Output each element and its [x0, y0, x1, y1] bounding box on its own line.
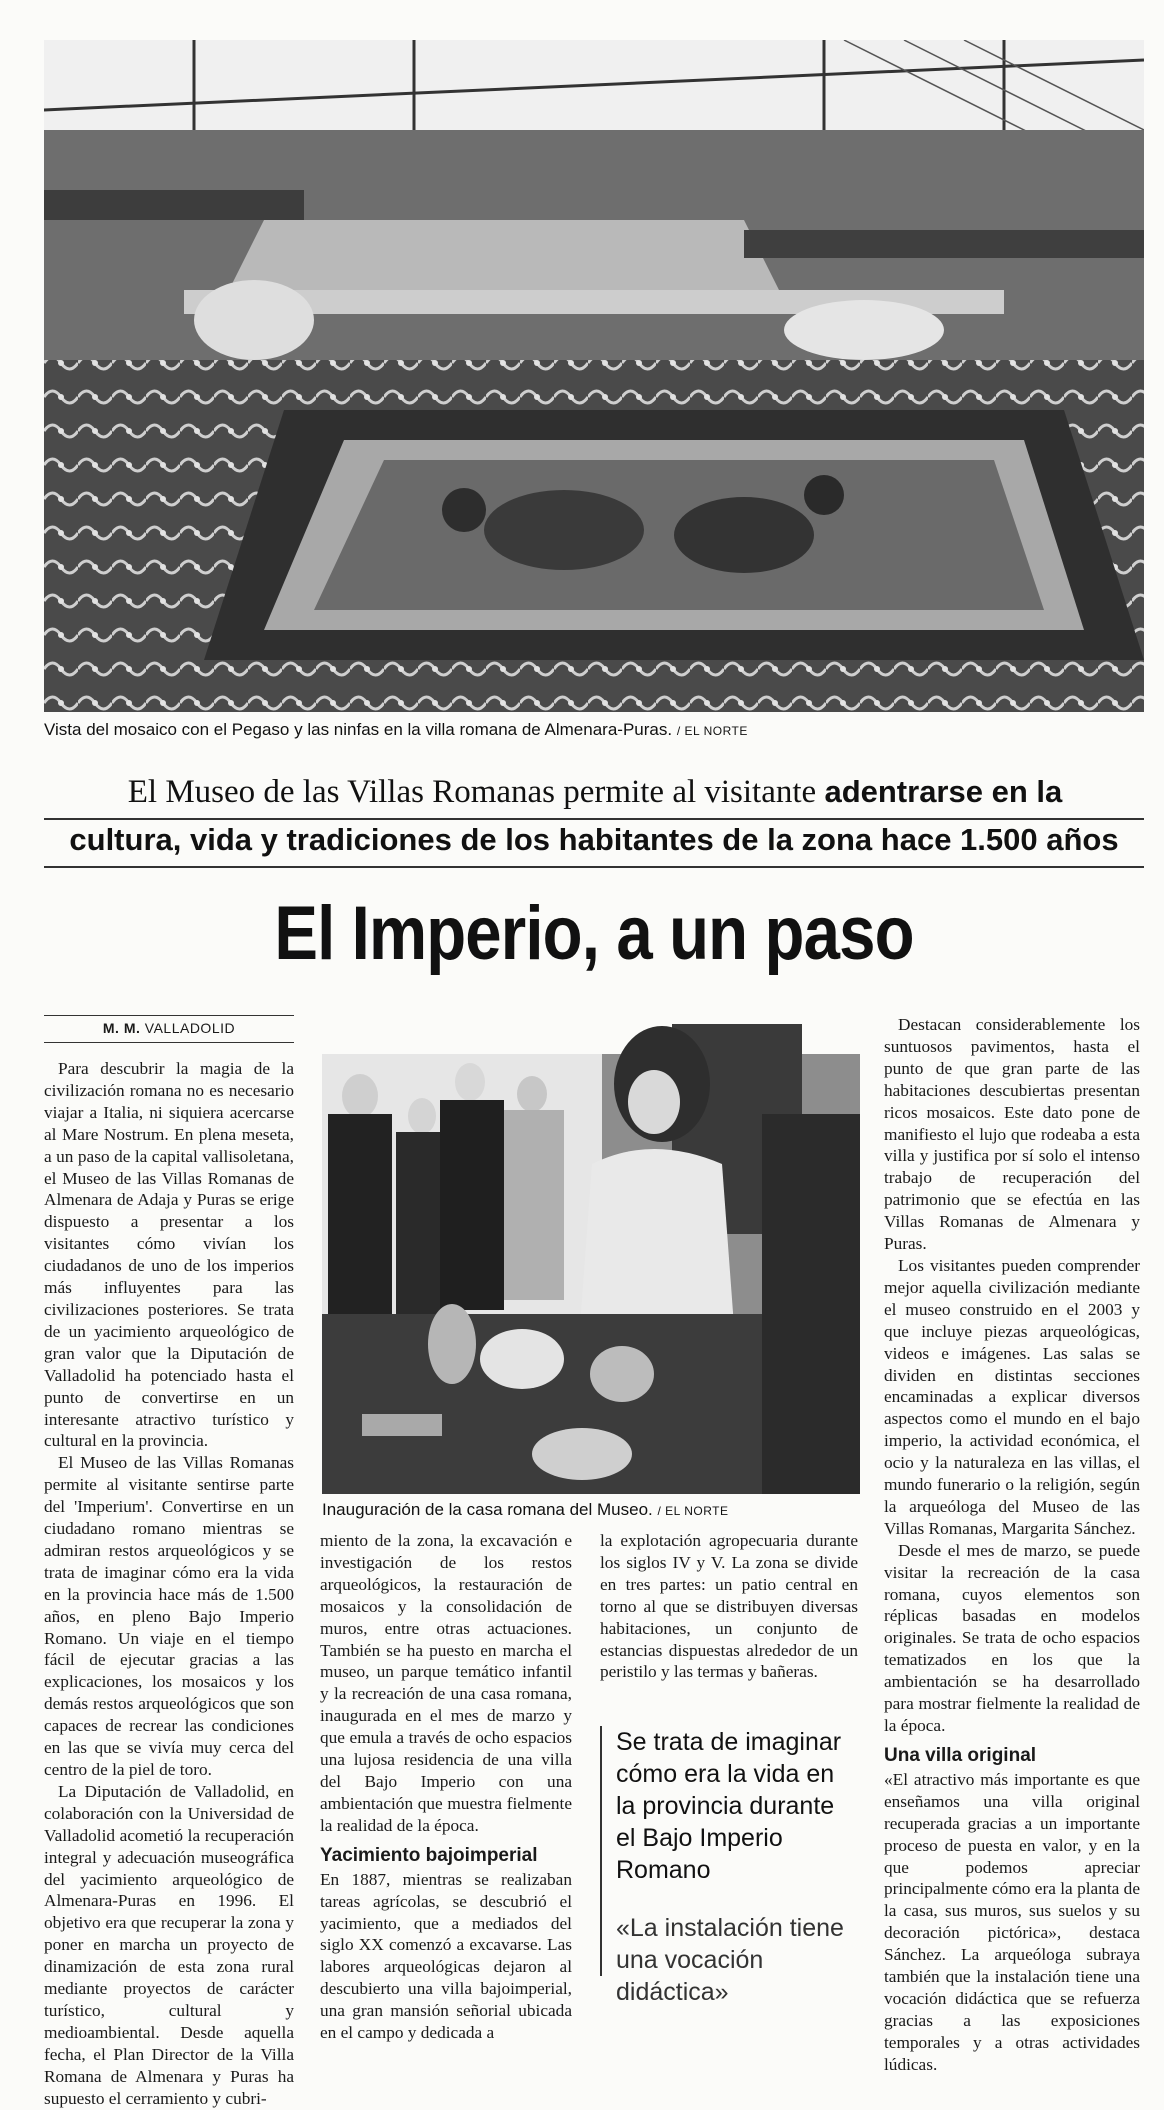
pullquote-quote: «La instalación tiene una vocación didáctica»	[616, 1914, 844, 2006]
inauguration-photo	[322, 1014, 860, 1494]
caption-text: Inauguración de la casa romana del Museo.	[322, 1500, 653, 1519]
headline: El Imperio, a un paso	[274, 891, 914, 976]
subhead-bold-1: adentrarse en la	[824, 774, 1063, 809]
subhead-bottom-rule	[44, 866, 1144, 868]
pullquote	[616, 1726, 860, 2008]
pullquote-main: Se trata de imaginar cómo era la vida en la provincia durante el Bajo Imperio Romano	[616, 1728, 842, 1884]
subhead-line-2	[44, 816, 1144, 864]
section-heading-yacimiento: Yacimiento bajoimperial	[320, 1844, 538, 1866]
byline-author: M. M.	[102, 1020, 141, 1036]
col1-paragraph-1: Para descubrir la magia de la civilización romana no es necesario viajar a Italia, ni siquiera acercarse al Mare Nostrum. En plena meseta, a un paso de la capital vallisoletana, el Museo de las Villas Romanas de Almenara de Adaja y Puras se erige dispuesto a presentar a los visitantes cómo vivían los ciudadanos de uno de los imperios más influyentes para las civilizaciones posteriores. Se trata de un yacimiento arqueológico de gran valor que la Diputación de Valladolid ha potenciado hasta el punto de convertirse en un interesante atractivo turístico y cultural en la provincia.	[44, 1059, 294, 1451]
column-2	[320, 1530, 572, 2044]
inauguration-photo-illustration	[322, 1014, 860, 1494]
caption-text: Vista del mosaico con el Pegaso y las ninfas en la villa romana de Almenara-Puras.	[44, 720, 673, 739]
column-1	[44, 1058, 294, 2110]
col4-paragraph-4: «El atractivo más importante es que enseñamos una villa original recuperada gracias a un importante proceso de puesta en valor, y en la que podemos apreciar principalmente cómo era la planta de la casa, sus muros, sus suelos y su decoración pictórica», destaca Sánchez. La arqueóloga subraya también que la instalación tiene una vocación didáctica que se refuerza gracias a las exposiciones temporales y a otras actividades lúdicas.	[884, 1769, 1140, 2074]
col1-paragraph-2: El Museo de las Villas Romanas permite al visitante sentirse parte del 'Imperium'. Convertirse en un ciudadano romano mientras se admiran restos arqueológicos y se trata de imaginar cómo era la vida en la provincia hace más de 1.500 años, en pleno Bajo Imperio Romano. Un viaje en el tiempo fácil de ejecutar gracias a las explicaciones, los mosaicos y los demás restos arqueológicos que son capaces de recrear las condiciones en las que se vivía muy cerca del centro de la piel de toro.	[44, 1453, 294, 1779]
column-4	[884, 1014, 1140, 2076]
mosaic-photo-caption	[44, 720, 748, 740]
col3-paragraph-1: la explotación agropecuaria durante los siglos IV y V. La zona se divide en tres partes: un patio central en torno al que se distribuyen diversas habitaciones, un conjunto de estancias dispuestas alrededor de un peristilo y las termas y bañeras.	[600, 1531, 858, 1682]
byline	[44, 1020, 294, 1036]
mosaic-photo-illustration	[44, 40, 1144, 712]
col4-paragraph-3: Desde el mes de marzo, se puede visitar la recreación de la casa romana, cuyos elementos son réplicas basadas en modelos originales. Se trata de ocho espacios tematizados en los que la ambientación se ha desarrollado para mostrar fielmente la realidad de la época.	[884, 1540, 1140, 1735]
col2-paragraph-2: En 1887, mientras se realizaban tareas agrícolas, se descubrió el yacimiento, que a mediados del siglo XX comenzó a excavarse. Las labores arqueológicas dejaron al descubierto una villa bajoimperial, una gran mansión señorial ubicada en el campo y dedicada a	[320, 1869, 572, 2043]
section-heading-villa: Una villa original	[884, 1744, 1037, 1766]
col4-paragraph-1: Destacan considerablemente los suntuosos pavimentos, hasta el punto de que gran parte de las habitaciones descubiertas presentan ricos mosaicos. Este dato pone de manifiesto el lujo que rodeaba a esta villa y justifica por sí solo el intenso trabajo de recuperación del patrimonio que se efectúa en las Villas Romanas de Almenara y Puras.	[884, 1015, 1140, 1254]
subhead-bold-2: cultura, vida y tradiciones de los habitantes de la zona hace 1.500 años	[69, 822, 1119, 857]
byline-rule	[44, 1015, 294, 1016]
photo-credit: / EL NORTE	[676, 724, 748, 738]
pullquote-rule	[600, 1726, 602, 1976]
subhead	[60, 768, 1130, 816]
byline-place: VALLADOLID	[144, 1020, 236, 1036]
col2-paragraph-1: miento de la zona, la excavación e investigación de los restos arqueológicos, la restauración de mosaicos y la consolidación de muros, entre otras actuaciones. También se ha puesto en marcha el museo, un parque temático infantil y la recreación de una casa romana, inaugurada en el mes de marzo y que emula a través de ocho espacios una lujosa residencia de una villa del Bajo Imperio con una ambientación que muestra fielmente la realidad de la época.	[320, 1531, 572, 1835]
subhead-normal: El Museo de las Villas Romanas permite al visitante	[127, 774, 817, 810]
byline-rule-bottom	[44, 1042, 294, 1043]
inauguration-photo-caption	[322, 1500, 729, 1520]
col4-paragraph-2: Los visitantes pueden comprender mejor aquella civilización mediante el museo construido en el 2003 y que incluye piezas arqueológicas, videos e imágenes. Las salas se dividen en distintas secciones encaminadas a explicar diversos aspectos como el mundo en el bajo imperio, la actividad económica, el ocio y la naturaleza en las villas, el mundo funerario o la religión, según la arqueóloga del Museo de las Villas Romanas, Margarita Sánchez.	[884, 1255, 1140, 1538]
photo-credit: / EL NORTE	[657, 1504, 729, 1518]
col1-paragraph-3: La Diputación de Valladolid, en colaboración con la Universidad de Valladolid acometió la recuperación integral y adecuación museográfica del yacimiento arqueológico de Almenara-Puras en 1996. El objetivo era que recuperar la zona y poner en marcha un proyecto de dinamización de esta zona rural mediante proyectos de carácter turístico, cultural y medioambiental. Desde aquella fecha, el Plan Director de la Villa Romana de Almenara y Puras ha supuesto el cerramiento y cubri-	[44, 1781, 294, 2108]
column-3	[600, 1530, 858, 1683]
mosaic-photo	[44, 40, 1144, 712]
